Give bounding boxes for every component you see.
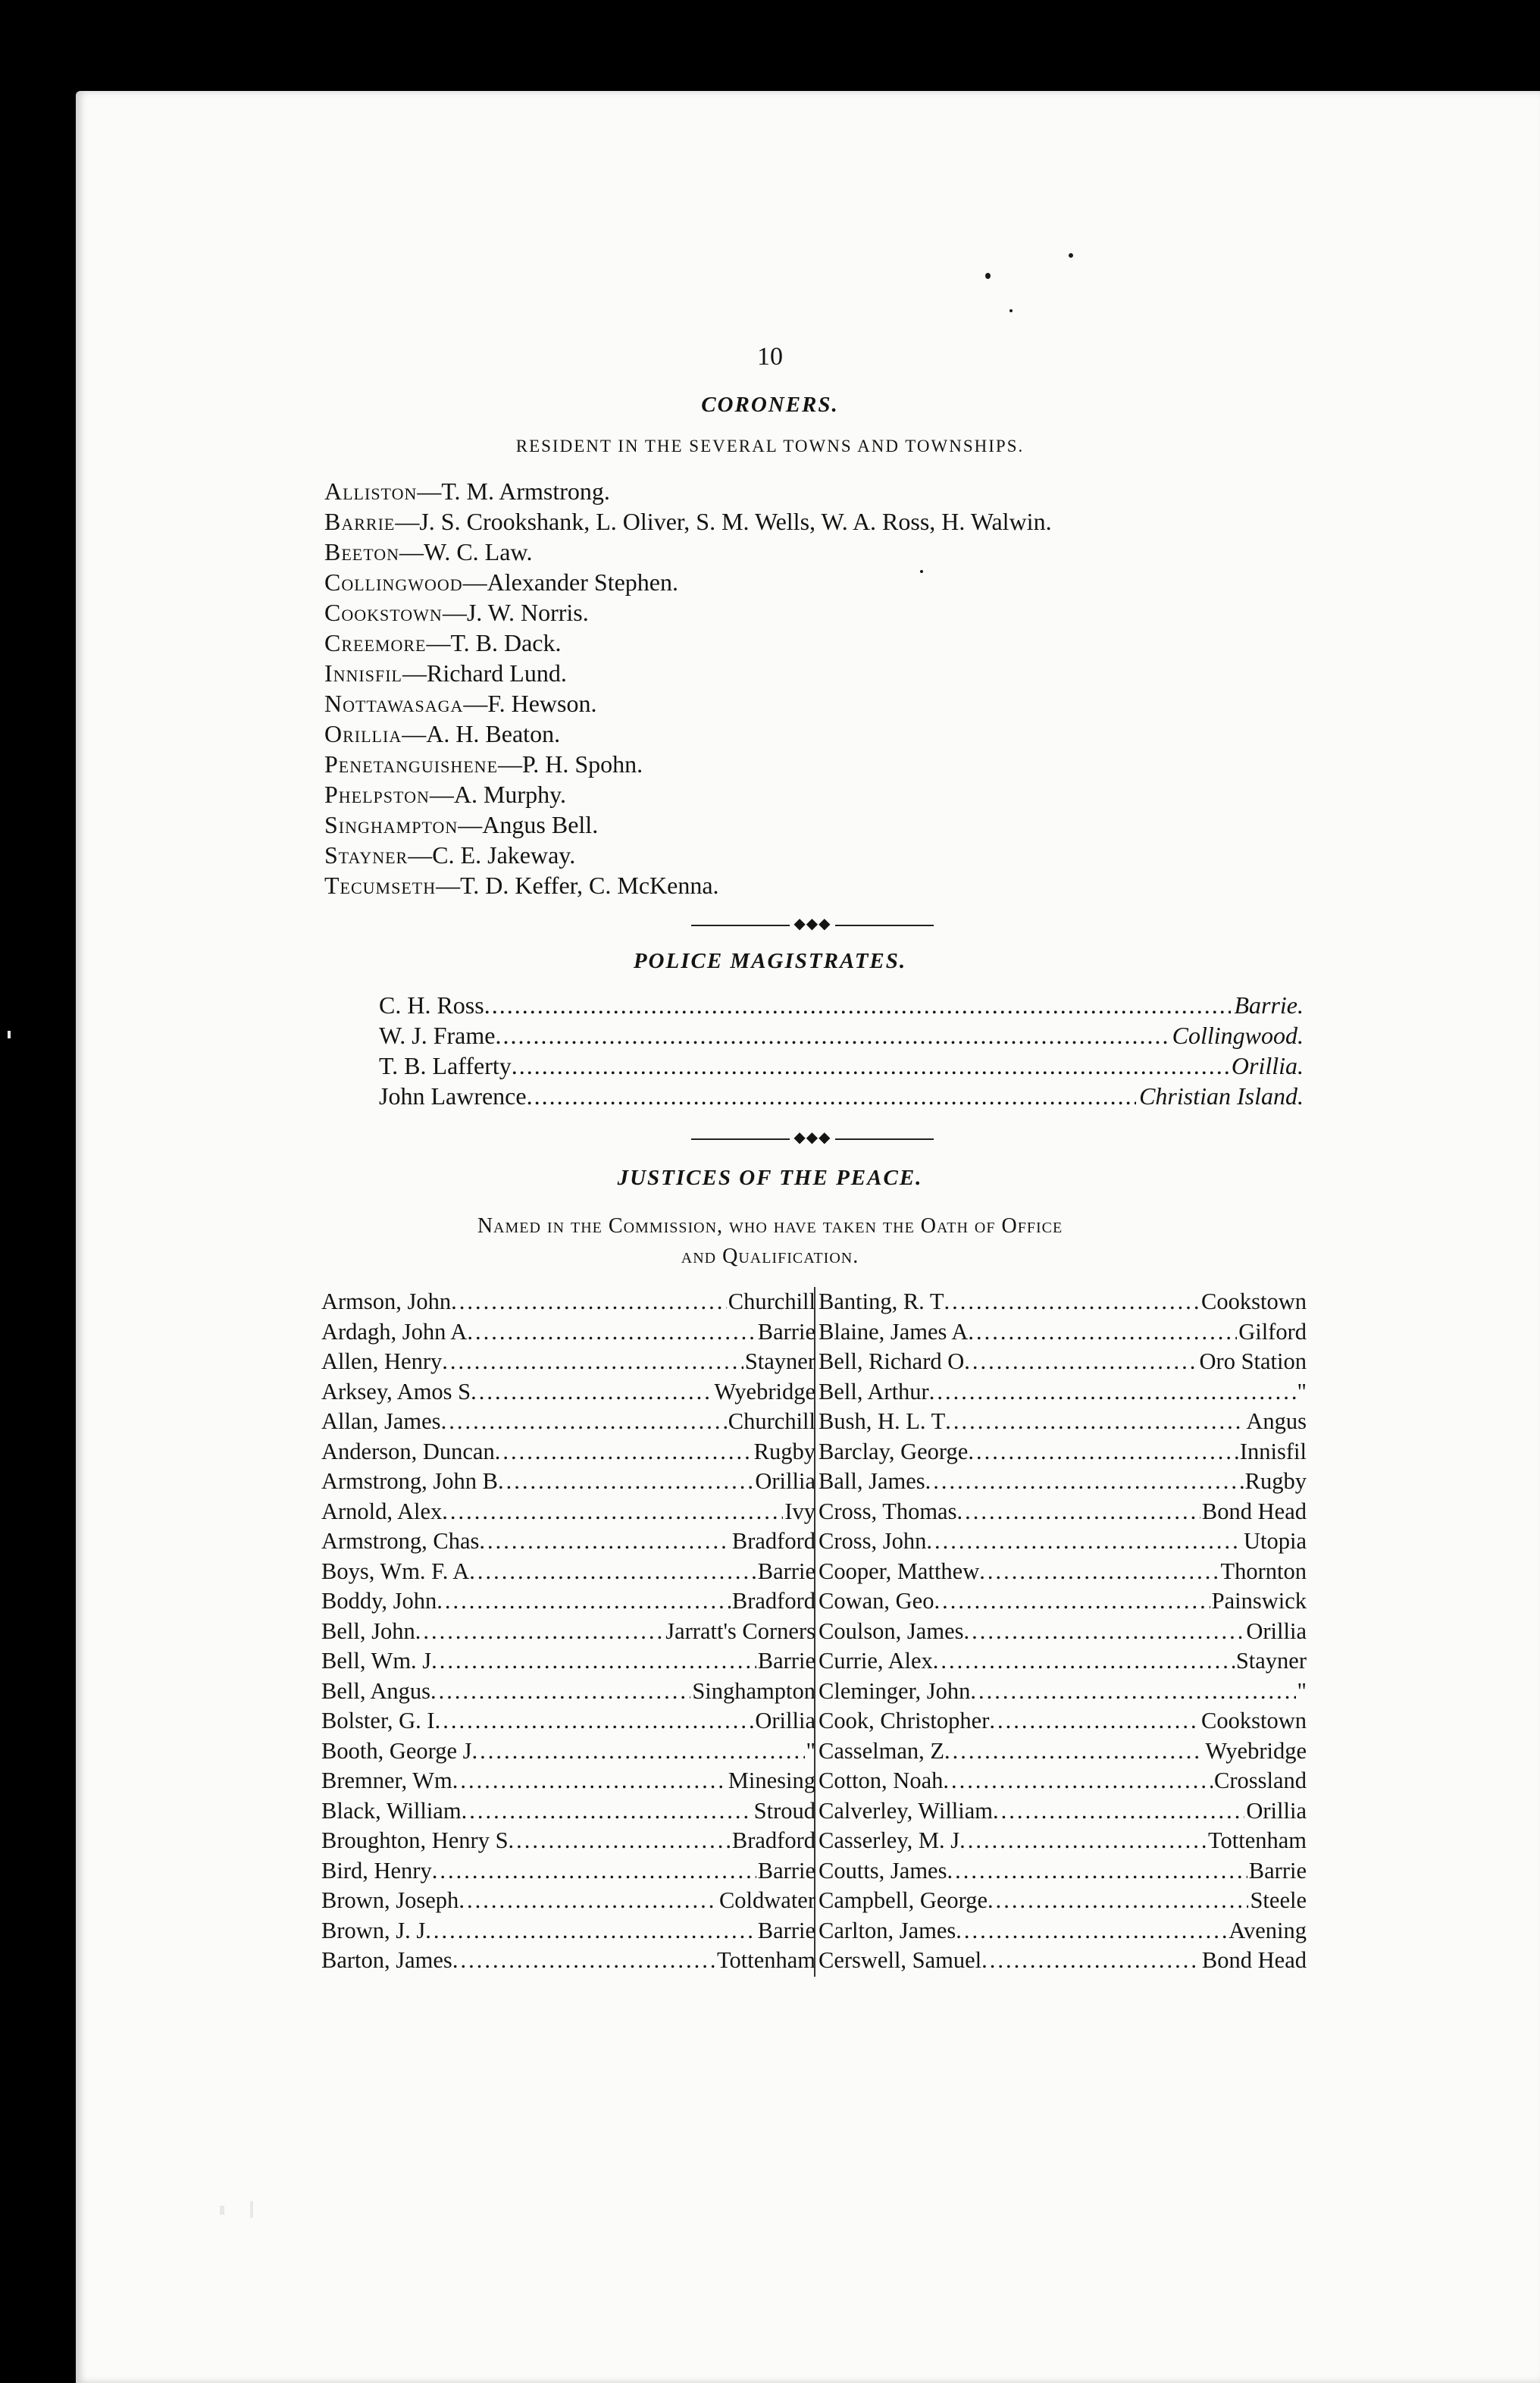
table-row: Ardagh, John A ..... Barrie [321, 1317, 815, 1348]
ink-speck [1009, 309, 1013, 312]
table-row: Boddy, John ..... Bradford [321, 1586, 815, 1617]
edge-mark [8, 1031, 11, 1038]
table-row: Bell, Arthur ..... " [819, 1377, 1307, 1408]
ink-speck [1069, 253, 1073, 258]
coroner-entry: Stayner—C. E. Jakeway. [324, 841, 576, 869]
coroner-entry: Beeton—W. C. Law. [324, 538, 533, 565]
table-row: Bell, Wm. J ..... Barrie [321, 1646, 815, 1677]
justices-heading: JUSTICES OF THE PEACE. [617, 1166, 923, 1190]
table-row: Blaine, James A ..... Gilford [819, 1317, 1307, 1348]
table-row: Casselman, Z ..... Wyebridge [819, 1736, 1307, 1767]
table-row: Allan, James ..... Churchill [321, 1407, 815, 1437]
table-row: Arnold, Alex ..... Ivy [321, 1497, 815, 1527]
table-row: Brown, J. J ..... Barrie [321, 1916, 815, 1946]
table-row: Bird, Henry ..... Barrie [321, 1856, 815, 1887]
table-row: Bell, John ..... Jarratt's Corners [321, 1617, 815, 1647]
table-row: Carlton, James ..... Avening [819, 1916, 1307, 1946]
list-item: C. H. Ross ..... Barrie. [379, 990, 1304, 1020]
page-number: 10 [757, 343, 783, 371]
table-row: Cross, Thomas ..... Bond Head [819, 1497, 1307, 1527]
coroner-entry: Innisfil—Richard Lund. [324, 659, 567, 687]
table-row: Coutts, James ..... Barrie [819, 1856, 1307, 1887]
table-row: Bremner, Wm ..... Minesing [321, 1766, 815, 1796]
justices-intro [0, 1211, 1540, 1272]
table-row: Currie, Alex ..... Stayner [819, 1646, 1307, 1677]
table-row: Calverley, William ..... Orillia [819, 1796, 1307, 1827]
table-row: Armstrong, Chas ..... Bradford [321, 1527, 815, 1557]
coroner-list [324, 476, 1052, 900]
table-row: Cleminger, John ..... " [819, 1677, 1307, 1707]
table-row: Cross, John ..... Utopia [819, 1527, 1307, 1557]
justices-right-column [819, 1287, 1307, 1976]
table-row: Armson, John ..... Churchill [321, 1287, 815, 1317]
justices-intro-line: and Qualification. [681, 1245, 859, 1268]
coroner-entry: Cookstown—J. W. Norris. [324, 599, 589, 626]
table-row: Banting, R. T ..... Cookstown [819, 1287, 1307, 1317]
section-divider: ◆◆◆ [691, 1134, 934, 1145]
coroner-entry: Singhampton—Angus Bell. [324, 811, 599, 838]
section-divider: ◆◆◆ [691, 920, 934, 931]
coroner-entry: Nottawasaga—F. Hewson. [324, 690, 597, 717]
table-row: Arksey, Amos S ..... Wyebridge [321, 1377, 815, 1408]
coroner-entry: Barrie—J. S. Crookshank, L. Oliver, S. M. Wells, W. A. Ross, H. Walwin. [324, 508, 1052, 535]
table-row: Brown, Joseph ..... Coldwater [321, 1886, 815, 1916]
table-row: Ball, James ..... Rugby [819, 1467, 1307, 1497]
coroner-entry: Penetanguishene—P. H. Spohn. [324, 750, 643, 778]
justices-left-column [321, 1287, 815, 1976]
table-row: Broughton, Henry S ..... Bradford [321, 1826, 815, 1856]
table-row: Black, William ..... Stroud [321, 1796, 815, 1827]
edge-mark [250, 2201, 253, 2218]
table-row: Casserley, M. J ..... Tottenham [819, 1826, 1307, 1856]
table-row: Armstrong, John B ..... Orillia [321, 1467, 815, 1497]
list-item: T. B. Lafferty ..... Orillia. [379, 1051, 1304, 1081]
coroner-entry: Phelpston—A. Murphy. [324, 781, 566, 808]
coroner-entry: Collingwood—Alexander Stephen. [324, 568, 678, 596]
table-row: Bolster, G. I ..... Orillia [321, 1706, 815, 1736]
table-row: Anderson, Duncan ..... Rugby [321, 1437, 815, 1467]
list-item: John Lawrence ..... Christian Island. [379, 1081, 1304, 1111]
table-row: Cerswell, Samuel ..... Bond Head [819, 1946, 1307, 1976]
edge-mark [220, 2206, 224, 2215]
table-row: Campbell, George ..... Steele [819, 1886, 1307, 1916]
list-item: W. J. Frame ..... Collingwood. [379, 1020, 1304, 1051]
table-row: Boys, Wm. F. A ..... Barrie [321, 1557, 815, 1587]
table-row: Coulson, James ..... Orillia [819, 1617, 1307, 1647]
table-row: Cotton, Noah ..... Crossland [819, 1766, 1307, 1796]
table-row: Barton, James ..... Tottenham [321, 1946, 815, 1976]
table-row: Cooper, Matthew ..... Thornton [819, 1557, 1307, 1587]
coroner-entry: Orillia—A. H. Beaton. [324, 720, 561, 747]
police-magistrates-list [379, 990, 1304, 1111]
coroners-subheading: RESIDENT IN THE SEVERAL TOWNS AND TOWNSHIPS. [515, 437, 1025, 456]
coroners-heading: CORONERS. [701, 393, 839, 417]
table-row: Bell, Richard O ..... Oro Station [819, 1347, 1307, 1377]
ink-speck [985, 273, 991, 279]
table-row: Booth, George J ..... " [321, 1736, 815, 1767]
table-row: Cook, Christopher ..... Cookstown [819, 1706, 1307, 1736]
table-row: Bell, Angus ..... Singhampton [321, 1677, 815, 1707]
table-row: Cowan, Geo ..... Painswick [819, 1586, 1307, 1617]
table-row: Bush, H. L. T ..... Angus [819, 1407, 1307, 1437]
coroner-entry: Creemore—T. B. Dack. [324, 629, 562, 656]
table-row: Allen, Henry ..... Stayner [321, 1347, 815, 1377]
police-magistrates-heading: POLICE MAGISTRATES. [633, 949, 907, 973]
coroner-entry: Alliston—T. M. Armstrong. [324, 478, 610, 505]
table-row: Barclay, George ..... Innisfil [819, 1437, 1307, 1467]
coroner-entry: Tecumseth—T. D. Keffer, C. McKenna. [324, 872, 719, 899]
justices-intro-line: Named in the Commission, who have taken the Oath of Office [477, 1214, 1063, 1238]
